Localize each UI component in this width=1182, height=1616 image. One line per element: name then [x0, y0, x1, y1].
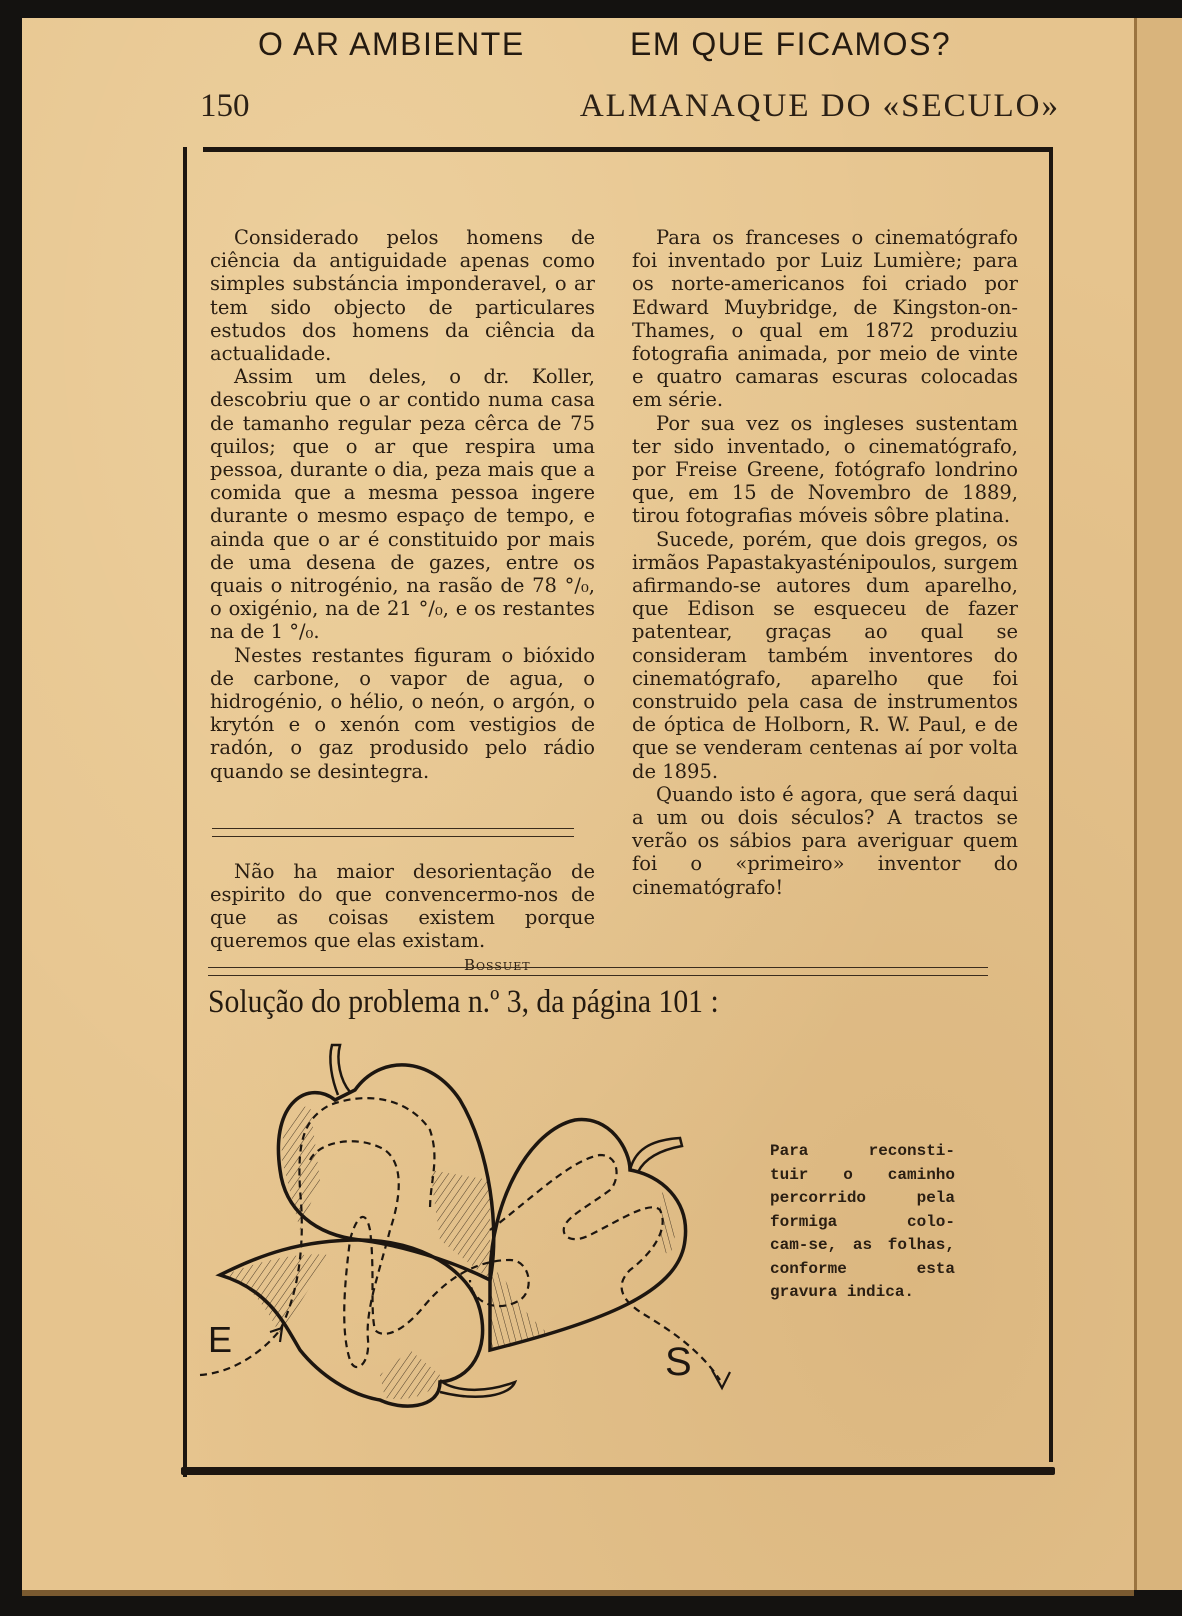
section-divider-wide — [208, 967, 988, 976]
caption-line: percorrido pela — [770, 1189, 955, 1207]
caption-line: Para reconsti- — [770, 1142, 955, 1160]
section-divider — [212, 828, 574, 837]
exit-label: S — [665, 1340, 692, 1384]
quote-block — [210, 860, 595, 952]
frame-rule-right — [1049, 152, 1053, 1462]
paragraph: Considerado pelos homens de ciência da antiguidade apenas como simples substáncia imponderavel, o ar tem sido objecto de particulares estudos dos homens da ciência da actualidade. — [210, 226, 595, 366]
paragraph: Assim um deles, o dr. Koller, descobriu que o ar contido numa casa de tamanho regular peza cêrca de 75 quilos; que o ar que respira uma pessoa, durante o dia, peza mais que a comida que a mesma pessoa ingere durante o mesmo espaço de tempo, e ainda que o ar é constituido por mais de uma desena de gazes, entre os quais o nitrogénio, na rasão de 78 °/₀, o oxigénio, na de 21 °/₀, e os restantes na de 1 °/₀. — [210, 365, 595, 644]
exit-arrow-icon — [712, 1370, 730, 1388]
paragraph: Por sua vez os ingleses sustentam ter sido inventado, o cinematógrafo, por Freise Greene, fotógrafo londrino que, em 15 de Novembro de 1889, tirou fotografias móveis sôbre platina. — [632, 411, 1018, 528]
frame-rule-left — [183, 147, 187, 1477]
frame-rule-top — [203, 147, 1053, 152]
solution-title: Solução do problema n.º 3, da página 101 : — [208, 984, 719, 1020]
entry-label: E — [208, 1319, 233, 1360]
article-ar-ambiente — [210, 226, 595, 783]
quote-author: Bossuet — [464, 956, 531, 974]
paragraph: Para os franceses o cinematógrafo foi inventado por Luiz Lumière; para os norte-americanos foi criado por Edward Muybridge, de Kingston-on-Thames, o qual em 1872 produziu fotografia animada, por meio de vinte e quatro camaras escuras colocadas em série. — [632, 226, 1018, 412]
paragraph: Nestes restantes figuram o bióxido de carbone, o vapor de agua, o hidrogénio, o hélio, o neón, o argón, o krytón e o xenón com vestigios de radón, o gaz produsido pelo rádio quando se desintegra. — [210, 643, 595, 783]
caption-line: tuir o caminho — [770, 1165, 955, 1184]
frame-rule-bottom — [181, 1467, 1055, 1475]
page-number: 150 — [200, 88, 250, 124]
caption-line: formiga colo- — [770, 1212, 955, 1231]
running-title: ALMANAQUE DO «SECULO» — [579, 88, 1060, 124]
leaves-puzzle-illustration — [190, 1030, 760, 1410]
article-em-que-ficamos — [632, 226, 1018, 899]
next-page-edge — [1134, 18, 1182, 1590]
caption-line: conforme esta — [770, 1259, 955, 1278]
paragraph: Quando isto é agora, que será daqui a um ou dois séculos? A tractos se verão os sábios para averiguar quem foi o «primeiro» inventor do cinematógrafo! — [632, 782, 1018, 899]
article-title-left: O AR AMBIENTE — [258, 26, 525, 62]
caption-line: cam-se, as folhas, — [770, 1236, 955, 1254]
caption-line: gravura indica. — [770, 1283, 915, 1301]
running-head — [200, 88, 1060, 138]
quote-text: Não ha maior desorientação de espirito do que convencermo-nos de que as coisas existem porque queremos que elas existam. — [210, 860, 595, 952]
article-title-right: EM QUE FICAMOS? — [630, 26, 952, 62]
illustration-caption — [770, 1140, 955, 1305]
paragraph: Sucede, porém, que dois gregos, os irmãos Papastakyasténipoulos, surgem afirmando-se autores dum aparelho, que Edison se esqueceu de fazer patentear, graças ao qual se consideram também inventores do cinematógrafo, aparelho que foi construido pela casa de instrumentos de óptica de Holborn, R. W. Paul, e de que se venderam centenas aí por volta de 1895. — [632, 527, 1018, 783]
